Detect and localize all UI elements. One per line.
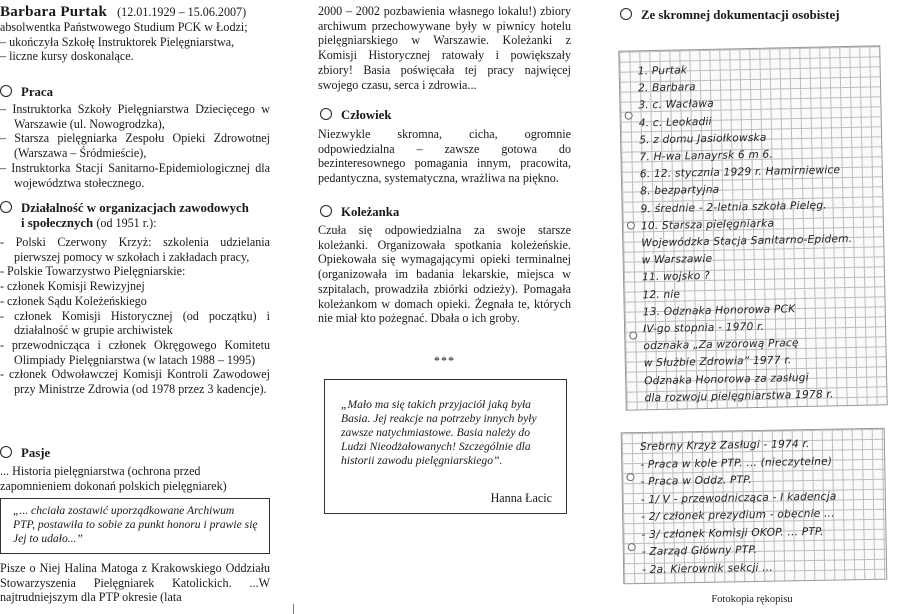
manuscript-line: - 2a. Kierownik sekcji ... xyxy=(641,561,773,576)
quote-box-middle xyxy=(324,379,567,514)
manuscript-card-2 xyxy=(621,428,888,585)
manuscript-line: w Służbie Zdrowia” 1977 r. xyxy=(643,354,792,370)
education-line: absolwentka Państwowego Studium PCK w Łodzi; xyxy=(0,20,248,34)
list-item: – Starsza pielęgniarka Zespołu Opieki Zdrowotnej (Warszawa – Śródmieście), xyxy=(0,131,270,161)
list-item: - członek Sądu Koleżeńskiego xyxy=(0,293,147,308)
praca-list xyxy=(0,102,270,190)
manuscript-line: Wojewódzka Stacja Sanitarno-Epidem. xyxy=(641,232,853,250)
heading-text: Człowiek xyxy=(341,108,392,122)
archive-intro-text: 2000 – 2002 pozbawienia własnego lokalu!) zbiory archiwum przechowywane były w piwnicy hotelu pielęgniarskiego w Warszawie. Koleżanki z Komisji Historycznej ratowały i powiększały zbiory! Basia poświęcała tej pracy najwięcej swojego czasu, serca i zdrowia... xyxy=(318,4,571,92)
life-dates: (12.01.1929 – 15.06.2007) xyxy=(117,5,247,19)
circle-bullet-icon xyxy=(0,85,12,97)
photocopy-caption: Fotokopia rękopisu xyxy=(711,594,793,605)
section-czlowiek-heading xyxy=(320,108,391,123)
heading-text: Koleżanka xyxy=(341,205,400,219)
binder-hole-icon xyxy=(627,221,635,229)
section-dzialalnosc-heading xyxy=(0,201,272,231)
manuscript-card-1 xyxy=(618,45,887,410)
manuscript-line: - 3/ członek Komisji OKOP. ... PTP. xyxy=(641,525,824,541)
manuscript-line: Odznaka Honorowa za zasługi xyxy=(644,371,809,387)
quote-box-left xyxy=(0,498,270,554)
manuscript-line: IV-go stopnia - 1970 r. xyxy=(642,320,765,336)
quote-text: „Mało ma się takich przyjaciół jaką była Basia. Jej reakcje na potrzeby innych były zawsze natychmiastowe. Basia należy do Ludzi Nieodżałowanych! Szczególnie dla historii zawodu pielęgniarskiego”. xyxy=(341,398,537,467)
manuscript-line: 3. c. Wacława xyxy=(638,98,715,112)
manuscript-line: - Praca w Oddz. PTP. xyxy=(640,474,753,488)
list-item: – Instruktorka Stacji Sanitarno-Epidemiologicznej dla województwa stołecznego. xyxy=(0,160,270,190)
list-item: – Instruktorka Szkoły Pielęgniarstwa Dziecięcego w Warszawie (ul. Nowogrodzka), xyxy=(0,102,270,131)
czlowiek-text: Niezwykle skromna, cicha, ogromnie odpowiedzialna – zawsze gotowa do bezinteresownego pomagania innym, pracowita, pedantyczna, systematyczna, wrażliwa na piękno. xyxy=(318,127,571,186)
binder-hole-icon xyxy=(629,331,637,339)
manuscript-line: w Warszawie xyxy=(641,253,713,267)
manuscript-line: 13. Odznaka Honorowa PCK xyxy=(642,302,796,319)
circle-bullet-icon xyxy=(320,108,332,120)
heading-note: (od 1951 r.): xyxy=(96,216,157,230)
manuscript-line: 10. Starsza pielęgniarka xyxy=(640,217,775,233)
manuscript-line: 9. średnie - 2-letnia szkoła Pielęg. xyxy=(640,199,827,215)
education-line: – ukończyła Szkołę Instruktorek Pielęgniarstwa, xyxy=(0,34,235,49)
manuscript-line: - 1/ V - przewodnicząca - I kadencja xyxy=(640,490,837,506)
manuscript-line: 11. wojsko ? xyxy=(641,270,710,284)
list-item: - członek Komisji Rewizyjnej xyxy=(0,279,145,294)
section-pasje-heading xyxy=(0,446,50,461)
circle-bullet-icon xyxy=(0,446,12,458)
circle-bullet-icon xyxy=(620,8,632,20)
manuscript-line: 7. H-wa Lanayrsk 6 m 6. xyxy=(639,148,774,164)
section-dokumentacja-heading xyxy=(620,8,839,23)
circle-bullet-icon xyxy=(0,201,12,213)
manuscript-line: 5. z domu Jasiołkowska xyxy=(639,131,767,147)
heading-text-line2: i społecznych xyxy=(21,216,94,230)
manuscript-line: Srebrny Krzyż Zasługi - 1974 r. xyxy=(639,438,810,453)
section-kolezanka-heading xyxy=(320,205,399,220)
education-list xyxy=(0,20,272,64)
fold-divider xyxy=(293,604,294,614)
pasje-text: ... Historia pielęgniarstwa (ochrona przed zapomnieniem dokonań polskich pielęgniarek) xyxy=(0,464,227,493)
manuscript-lines xyxy=(622,429,884,576)
heading-text: Ze skromnej dokumentacji osobistej xyxy=(641,8,840,22)
binder-hole-icon xyxy=(625,111,633,119)
bio-header xyxy=(0,3,272,21)
list-item: - członek Komisji Historycznej (od początku) i działalność w grupie archiwistek xyxy=(0,308,270,338)
binder-hole-icon xyxy=(628,543,636,551)
manuscript-line: 4. c. Leokadii xyxy=(638,115,712,129)
manuscript-line: dla rozwoju pielęgniarstwa 1978 r. xyxy=(644,388,834,405)
list-item: - przewodnicząca i członek Okręgowego Komitetu Olimpiady Pielęgniarstwa (w latach 1988 – 1995) xyxy=(0,337,270,367)
manuscript-line: - 2/ członek prezydium - obecnie ... xyxy=(641,507,835,523)
heading-text: Działalność w organizacjach zawodowych xyxy=(21,201,249,215)
manuscript-line: 6. 12. stycznia 1929 r. Hamirniewice xyxy=(639,164,841,181)
dzialalnosc-list xyxy=(0,235,270,397)
manuscript-line: 8. bezpartyjna xyxy=(640,184,720,198)
person-name: Barbara Purtak xyxy=(0,4,108,20)
circle-bullet-icon xyxy=(320,205,332,217)
heading-text: Praca xyxy=(21,85,53,99)
quote-text: „... chciała zostawić uporządkowane Archiwum PTP, postawiła to sobie za punkt honoru i prawie się Jej to udało...” xyxy=(13,504,258,545)
manuscript-line: - Zarząd Główny PTP. xyxy=(641,543,758,558)
binder-hole-icon xyxy=(626,473,634,481)
heading-text: Pasje xyxy=(21,446,51,460)
manuscript-line: - Praca w kole PTP. ... (nieczytelne) xyxy=(640,455,833,471)
list-item: - członek Odwoławczej Komisji Kontroli Zawodowej przy Ministrze Zdrowia (od 1978 przez 3 kadencje). xyxy=(0,367,270,397)
section-praca-heading xyxy=(0,85,53,100)
list-item: - Polskie Towarzystwo Pielęgniarskie: xyxy=(0,264,186,279)
manuscript-lines xyxy=(619,46,879,405)
manuscript-line: 1. Purtak xyxy=(637,64,688,78)
list-item: - Polski Czerwony Krzyż: szkolenia udzielania pierwszej pomocy w szkołach i zakładach pracy, xyxy=(0,235,270,264)
quote-author: Hanna Łacic xyxy=(490,491,552,505)
manuscript-line: 12. nie xyxy=(642,288,681,301)
kolezanka-text: Czuła się odpowiedzialna za swoje starsze koleżanki. Organizowała spotkania koleżeńskie. Opiekowała się wymagającymi opieki terminalnej (organizowała im badania lekarskie, miejsca w szpitalach, prowadziła zbiórki odzieży). Pomagała koleżankom w domach opieki. Żegnała te, których nie miał kto pożegnać. Dbała o ich groby. xyxy=(318,223,571,326)
closing-text: Pisze o Niej Halina Matoga z Krakowskiego Oddziału Stowarzyszenia Pielęgniarek Katolickich. ...W najtrudniejszym dla PTP okresie (lata xyxy=(0,561,270,605)
education-line: – liczne kursy doskonalące. xyxy=(0,49,134,64)
section-separator: *** xyxy=(433,354,456,368)
manuscript-line: odznaka „Za wzorową Pracę xyxy=(643,337,799,353)
manuscript-line: 2. Barbara xyxy=(637,81,696,95)
